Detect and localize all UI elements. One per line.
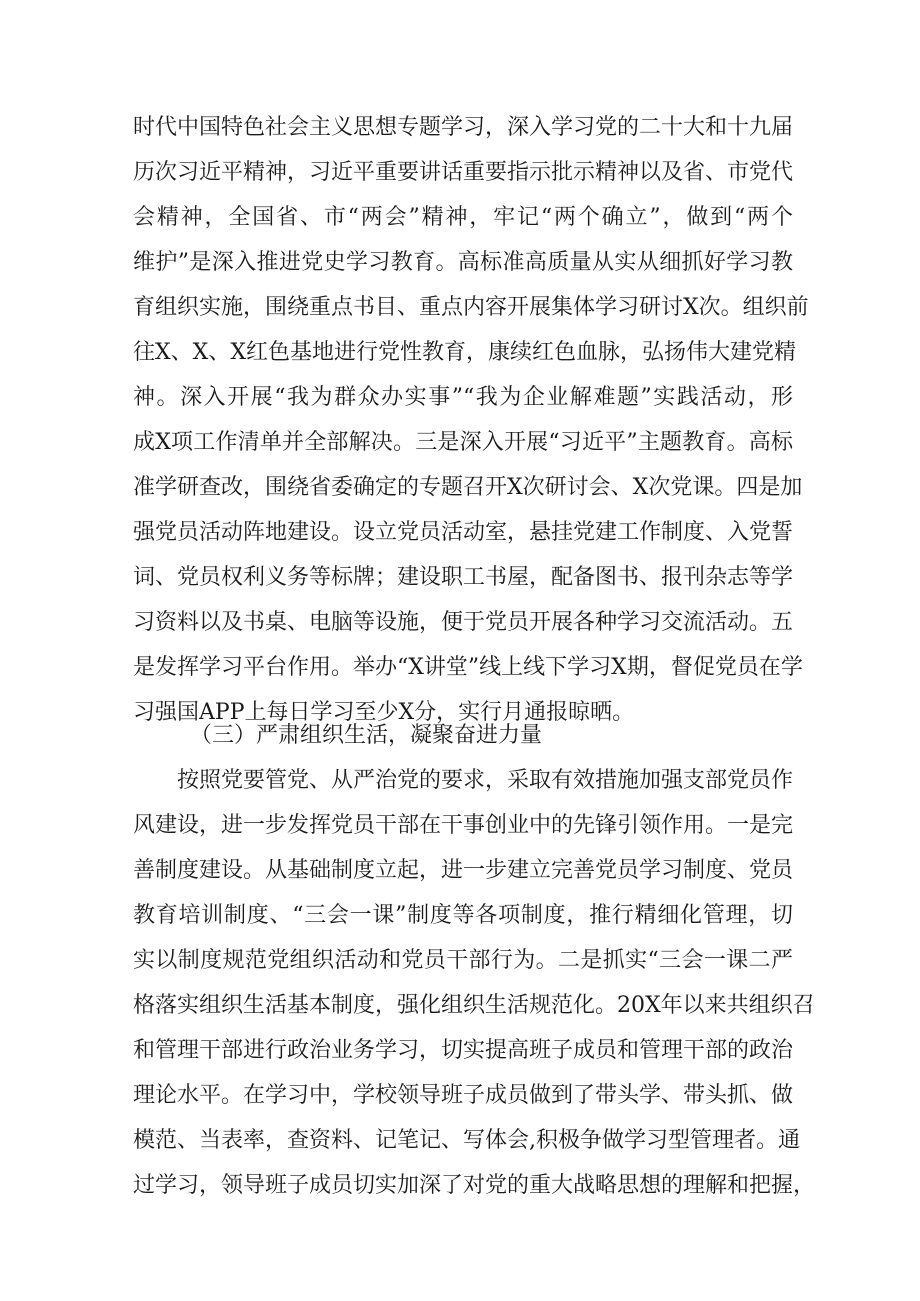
text-line: 育组织实施，围绕重点书目、重点内容开展集体学习研讨X次。组织前: [133, 295, 809, 320]
text-line: 风建设，进一步发挥党员干部在干事创业中的先锋引领作用。一是完: [133, 813, 794, 838]
text-line: 时代中国特色社会主义思想专题学习，深入学习党的二十大和十九届: [133, 115, 794, 140]
text-line: 历次习近平精神，习近平重要讲话重要指示批示精神以及省、市党代: [133, 160, 794, 185]
text-line: 按照党要管党、从严治党的要求，采取有效措施加强支部党员作: [177, 768, 794, 793]
text-line: 往X、X、X红色基地进行党性教育，康续红色血脉，弘扬伟大建党精: [133, 340, 796, 365]
text-line: 维护”是深入推进党史学习教育。高标准高质量从实从细抓好学习教: [133, 250, 793, 275]
text-line: 实以制度规范党组织活动和党员干部行为。二是抓实“三会一课二严: [133, 948, 793, 973]
text-line: 格落实组织生活基本制度，强化组织生活规范化。20X年以来共组织召: [133, 993, 815, 1018]
text-line: 强党员活动阵地建设。设立党员活动室，悬挂党建工作制度、入党誓: [133, 520, 794, 545]
text-line: 教育培训制度、“三会一课”制度等各项制度，推行精细化管理，切: [133, 903, 793, 928]
text-line: 过学习，领导班子成员切实加深了对党的重大战略思想的理解和把握，: [133, 1173, 816, 1198]
text-line: 成X项工作清单并全部解决。三是深入开展“习近平”主题教育。高标: [133, 430, 793, 455]
text-line: 神。深入开展“我为群众办实事”“我为企业解难题”实践活动，形: [133, 385, 793, 410]
text-line: 善制度建设。从基础制度立起，进一步建立完善党员学习制度、党员: [133, 858, 794, 883]
text-line: 习强国APP上每日学习至少X分，实行月通报晾晒。: [133, 700, 635, 725]
text-line: 词、党员权利义务等标牌；建设职工书屋，配备图书、报刊杂志等学: [133, 565, 794, 590]
text-line: 理论水平。在学习中，学校领导班子成员做到了带头学、带头抓、做: [133, 1083, 794, 1108]
text-line: 是发挥学习平台作用。举办“X讲堂”线上线下学习X期，督促党员在学: [133, 655, 803, 680]
text-line: 和管理干部进行政治业务学习，切实提高班子成员和管理干部的政治: [133, 1038, 794, 1063]
text-line: 会精神，全国省、市“两会”精神，牢记“两个确立”，做到“两个: [133, 205, 793, 230]
text-line: 准学研查改，围绕省委确定的专题召开X次研讨会、X次党课。四是加: [133, 475, 803, 500]
text-line: 模范、当表率，查资料、记笔记、写体会,积极争做学习型管理者。通: [133, 1128, 800, 1153]
text-line: 习资料以及书桌、电脑等设施，便于党员开展各种学习交流活动。五: [133, 610, 794, 635]
section-heading: （三）严肃组织生活，凝聚奋进力量: [190, 723, 543, 748]
